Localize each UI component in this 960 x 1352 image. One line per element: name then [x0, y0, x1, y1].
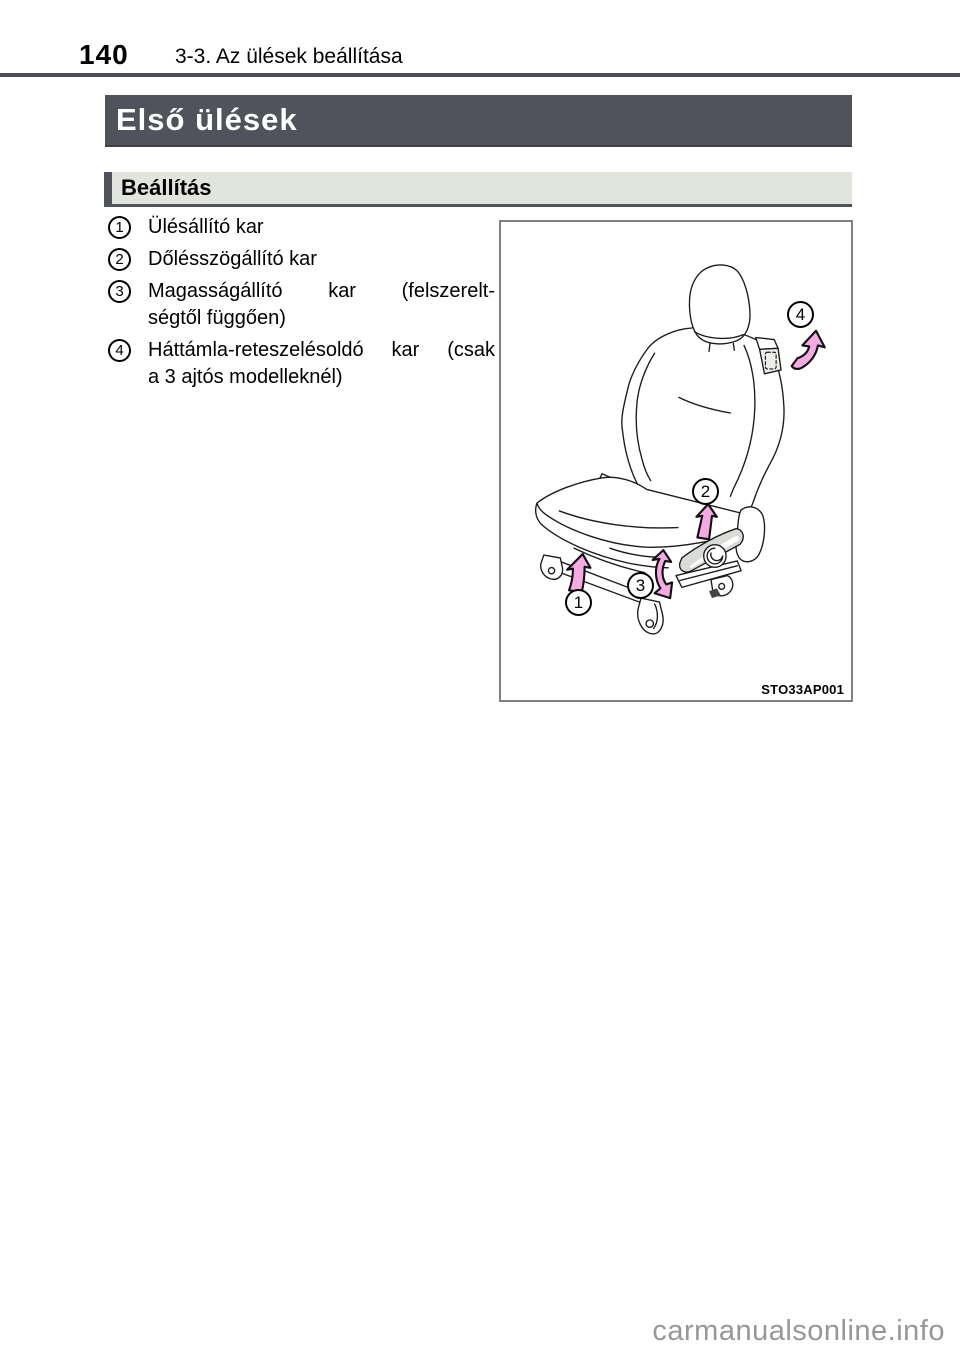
section-header: 3-3. Az ülések beállítása — [175, 45, 403, 68]
list-item-line: Háttámla-reteszelésoldó kar (csak — [148, 339, 495, 361]
list-item-line: Ülésállító kar — [148, 216, 264, 238]
list-item — [108, 337, 500, 391]
list-item — [108, 246, 500, 273]
subsection-bar — [104, 172, 852, 207]
list-item-line: a 3 ajtós modelleknél) — [148, 366, 343, 388]
chapter-title-bar — [105, 95, 852, 147]
figure-callout-2: 2 — [692, 478, 719, 505]
circled-number-3: 3 — [108, 280, 131, 303]
circled-number-1: 1 — [108, 216, 131, 239]
circled-number-2: 2 — [108, 248, 131, 271]
page-number: 140 — [79, 39, 129, 70]
figure-code: STO33AP001 — [761, 682, 844, 697]
adjustment-list — [108, 214, 500, 396]
arrow-3 — [653, 550, 672, 598]
list-item — [108, 278, 500, 332]
seat-illustration — [501, 222, 851, 700]
chapter-title: Első ülések — [116, 102, 298, 137]
list-item — [108, 214, 500, 241]
list-item-line: Dőlésszögállító kar — [148, 248, 317, 270]
figure-callout-3: 3 — [627, 572, 654, 599]
figure-callout-4: 4 — [787, 301, 814, 328]
seat-figure — [499, 220, 853, 702]
arrow-4 — [792, 331, 825, 369]
list-item-text — [148, 246, 495, 273]
list-item-text — [148, 214, 495, 241]
list-item-text — [148, 337, 495, 391]
list-item-text — [148, 278, 495, 332]
header-divider — [0, 73, 960, 77]
list-item-line: ségtől függően) — [148, 307, 286, 329]
watermark: carmanualsonline.info — [652, 1315, 945, 1347]
subsection-title: Beállítás — [121, 175, 212, 200]
list-item-line: Magasságállító kar (felszerelt- — [148, 280, 495, 302]
figure-callout-1: 1 — [565, 589, 592, 616]
circled-number-4: 4 — [108, 339, 131, 362]
